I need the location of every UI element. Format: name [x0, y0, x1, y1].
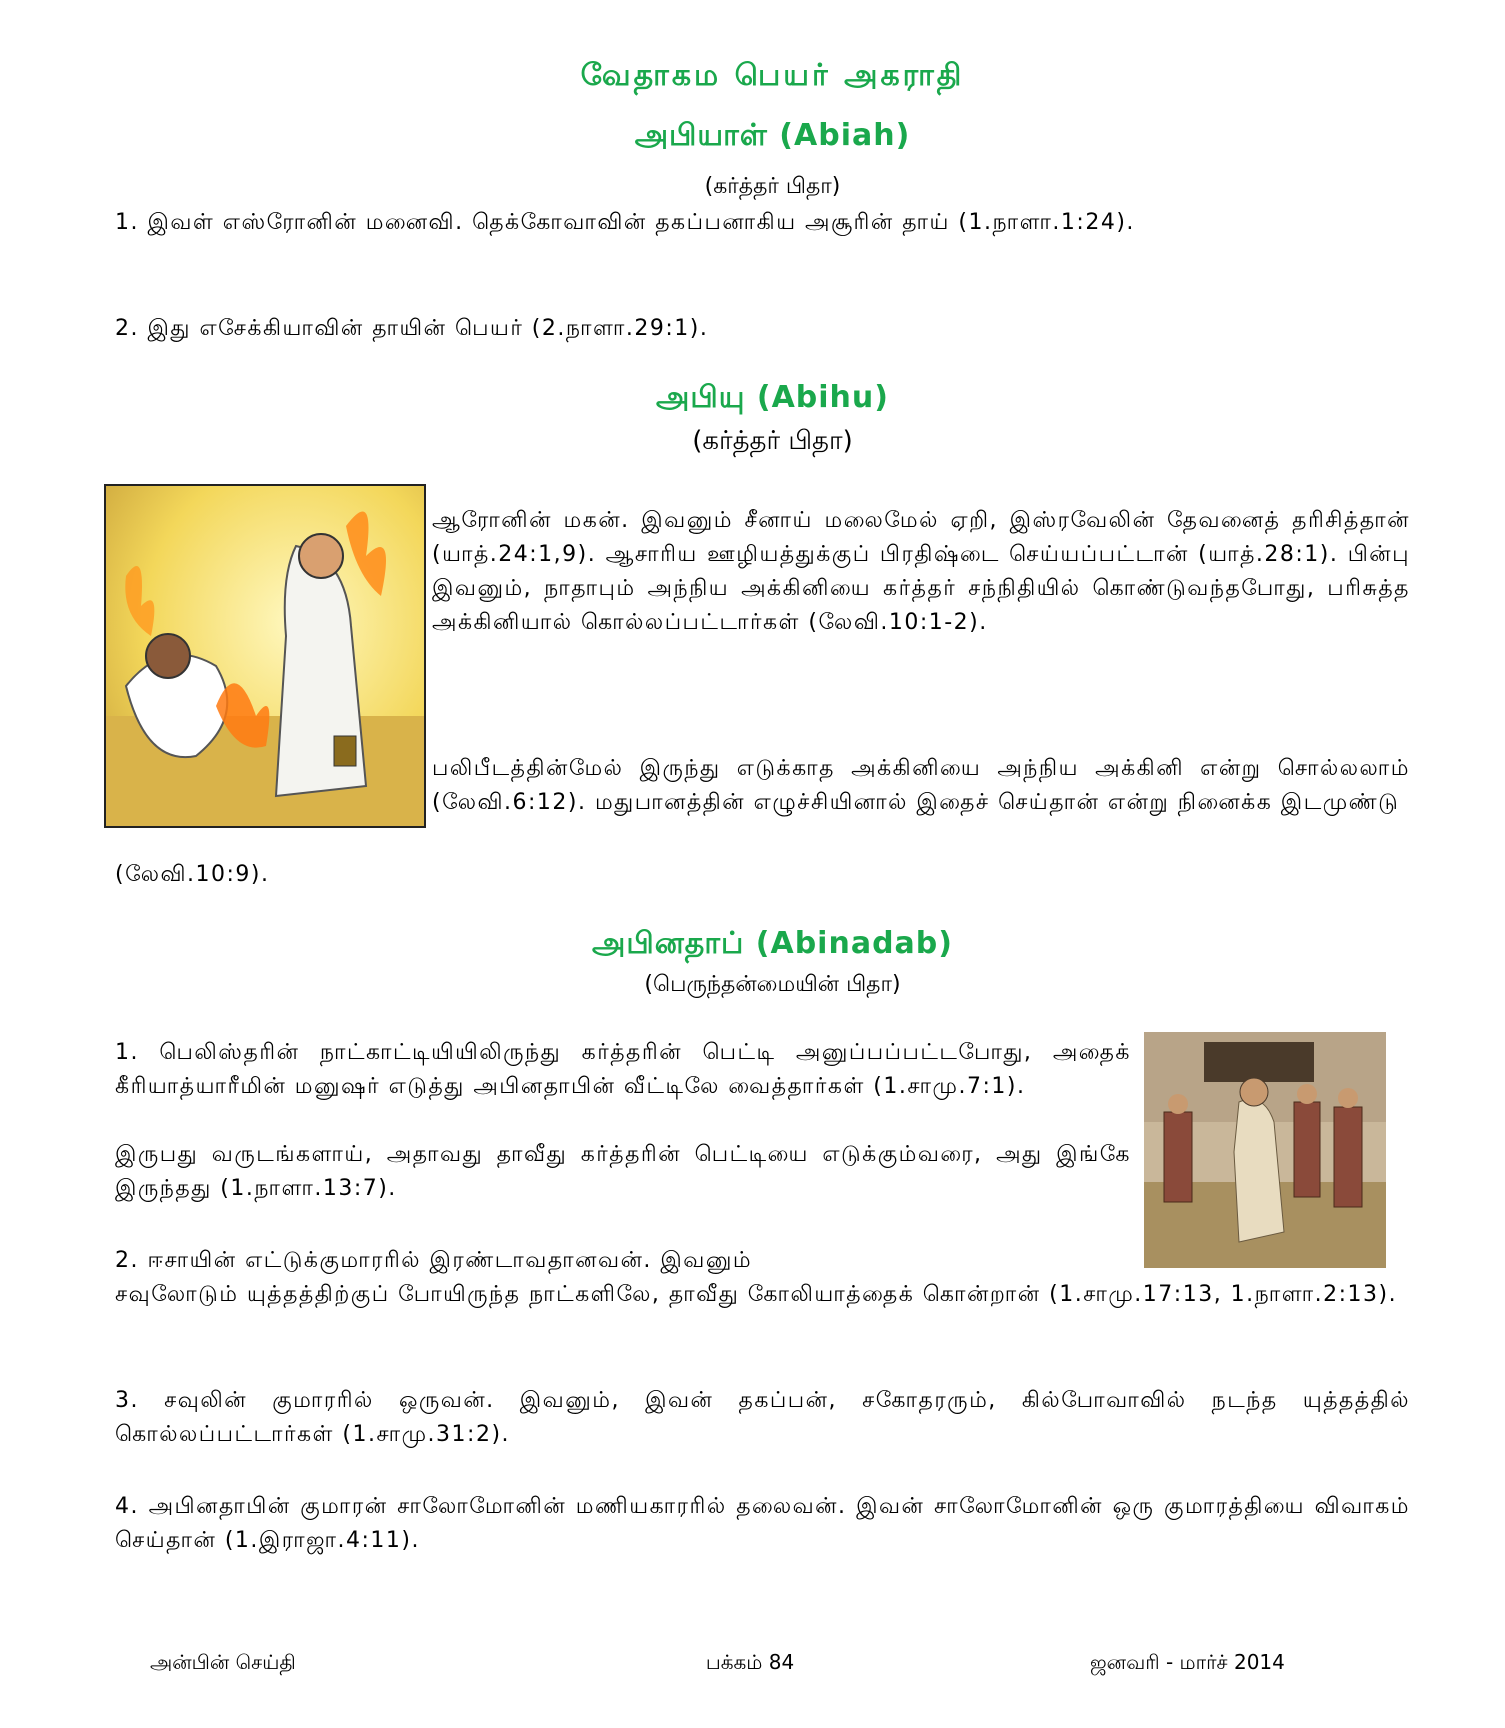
abihu-meaning: (கர்த்தர் பிதா) [692, 426, 853, 456]
abinadab-paragraph-3: 3. சவுலின் குமாரரில் ஒருவன். இவனும், இவன் தகப்பன், சகோதரரும், கில்போவாவில் நடந்த யுத்தத்தில் கொல்லப்பட்டார்கள் (1.சாமு.31:2). [115, 1388, 1410, 1447]
abinadab-heading: அபினதாப் (Abinadab) [592, 926, 953, 961]
procession-scene-icon [1144, 1032, 1386, 1268]
abihu-paragraph-2-end: (லேவி.10:9). [115, 862, 270, 887]
abiah-paragraph-1: 1. இவள் எஸ்ரோனின் மனைவி. தெக்கோவாவின் தகப்பனாகிய அசூரின் தாய் (1.நாளா.1:24). [115, 210, 1135, 235]
abihu-paragraph-1: ஆரோனின் மகன். இவனும் சீனாய் மலைமேல் ஏறி, இஸ்ரவேலின் தேவனைத் தரிசித்தான் (யாத்.24:1,9). ஆசாரிய ஊழியத்துக்குப் பிரதிஷ்டை செய்யப்பட்டான் (யாத்.28:1). பின்பு இவனும், நாதாபும் அந்நிய அக்கினியை கர்த்தர் சந்நிதியில் கொண்டுவந்தபோது, பரிசுத்த அக்கினியால் கொல்லப்பட்டார்கள் (லேவி.10:1-2). [432, 508, 1410, 635]
footer-page-number: பக்கம் 84 [705, 1650, 795, 1674]
abinadab-meaning: (பெருந்தன்மையின் பிதா) [644, 972, 901, 997]
abinadab-paragraph-4: 4. அபினதாபின் குமாரன் சாலோமோனின் மணியகாரரில் தலைவன். இவன் சாலோமோனின் ஒரு குமாரத்தியை விவாகம் செய்தான் (1.இராஜா.4:11). [115, 1494, 1410, 1553]
abiah-paragraph-2: 2. இது எசேக்கியாவின் தாயின் பெயர் (2.நாளா.29:1). [115, 316, 709, 341]
abinadab-illustration [1144, 1032, 1386, 1268]
fire-scene-icon [106, 486, 424, 826]
abihu-illustration [104, 484, 426, 828]
abinadab-paragraph-1b: இருபது வருடங்களாய், அதாவது தாவீது கர்த்தரின் பெட்டியை எடுக்கும்வரை, அது இங்கே இருந்தது (1.நாளா.13:7). [115, 1142, 1131, 1201]
footer-issue-date: ஜனவரி - மார்ச் 2014 [1090, 1650, 1285, 1674]
abihu-heading: அபியு (Abihu) [656, 380, 889, 415]
abiah-meaning: (கர்த்தர் பிதா) [704, 174, 841, 199]
abiah-heading: அபியாள் (Abiah) [634, 118, 911, 153]
abinadab-paragraph-2b: சவுலோடும் யுத்தத்திற்குப் போயிருந்த நாட்களிலே, தாவீது கோலியாத்தைக் கொன்றான் (1.சாமு.17:13, 1.நாளா.2:13). [115, 1282, 1398, 1307]
footer-magazine-name: அன்பின் செய்தி [150, 1650, 296, 1674]
page-title: வேதாகம பெயர் அகராதி [580, 58, 965, 93]
abinadab-paragraph-1: 1. பெலிஸ்தரின் நாட்காட்டியியிலிருந்து கர்த்தரின் பெட்டி அனுப்பப்பட்டபோது, அதைக் கீரியாத்யாரீமின் மனுஷர் எடுத்து அபினதாபின் வீட்டிலே வைத்தார்கள் (1.சாமு.7:1). [115, 1040, 1131, 1099]
abihu-paragraph-2: பலிபீடத்தின்மேல் இருந்து எடுக்காத அக்கினியை அந்நிய அக்கினி என்று சொல்லலாம் (லேவி.6:12). மதுபானத்தின் எழுச்சியினால் இதைச் செய்தான் என்று நினைக்க இடமுண்டு [432, 756, 1410, 815]
abinadab-paragraph-2a: 2. ஈசாயின் எட்டுக்குமாரரில் இரண்டாவதானவன். இவனும் [115, 1248, 753, 1273]
